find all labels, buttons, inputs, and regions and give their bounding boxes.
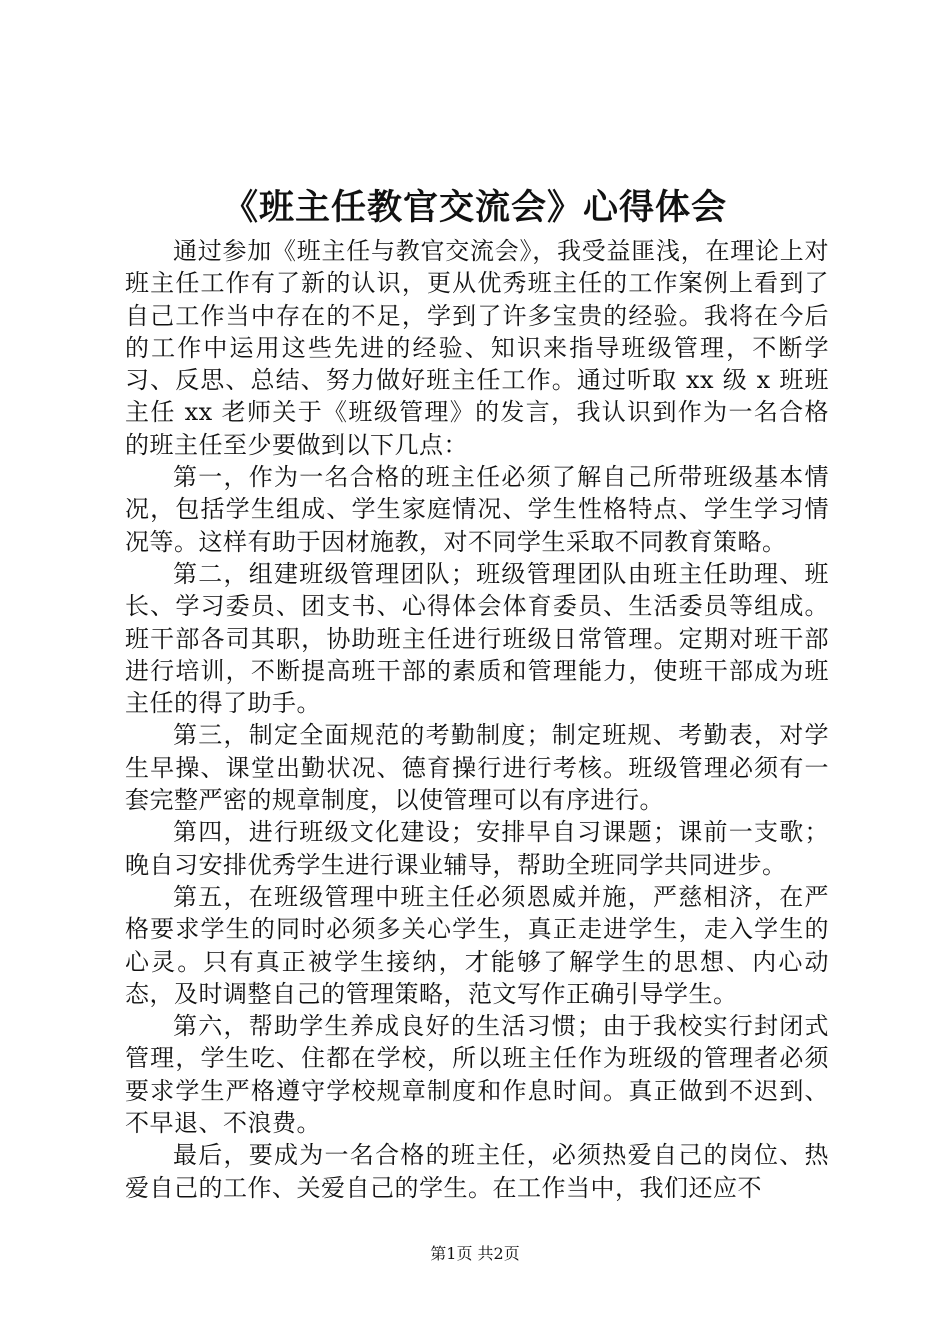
- paragraph-point-2: 第二，组建班级管理团队；班级管理团队由班主任助理、班长、学习委员、团支书、心得体会体育委员、生活委员等组成。班干部各司其职，协助班主任进行班级日常管理。定期对班干部进行培训，不断提高班干部的素质和管理能力，使班干部成为班主任的得了助手。: [125, 559, 829, 718]
- page-footer: 第1页 共2页: [430, 1244, 520, 1263]
- page-title: 《班主任教官交流会》心得体会: [222, 187, 727, 228]
- paragraph-point-4: 第四，进行班级文化建设；安排早自习课题；课前一支歌；晚自习安排优秀学生进行课业辅导，帮助全班同学共同进步。: [125, 818, 829, 879]
- paragraph-intro: 通过参加《班主任与教官交流会》，我受益匪浅，在理论上对班主任工作有了新的认识，更从优秀班主任的工作案例上看到了自己工作当中存在的不足，学到了许多宝贵的经验。我将在今后的工作中运用这些先进的经验、知识来指导班级管理，不断学习、反思、总结、努力做好班主任工作。通过听取 xx 级 x 班班主任 xx 老师关于《班级管理》的发言，我认识到作为一名合格的班主任至少要做到以下几点：: [125, 237, 829, 459]
- paragraph-point-6: 第六，帮助学生养成良好的生活习惯；由于我校实行封闭式管理，学生吃、住都在学校，所以班主任作为班级的管理者必须要求学生严格遵守学校规章制度和作息时间。真正做到不迟到、不早退、不浪费。: [125, 1012, 829, 1138]
- paragraph-point-5: 第五，在班级管理中班主任必须恩威并施，严慈相济，在严格要求学生的同时必须多关心学生，真正走进学生，走入学生的心灵。只有真正被学生接纳，才能够了解学生的思想、内心动态，及时调整自己的管理策略，范文写作正确引导学生。: [125, 882, 829, 1008]
- paragraph-conclusion: 最后，要成为一名合格的班主任，必须热爱自己的岗位、热爱自己的工作、关爱自己的学生。在工作当中，我们还应不: [125, 1141, 829, 1202]
- paragraph-point-1: 第一，作为一名合格的班主任必须了解自己所带班级基本情况，包括学生组成、学生家庭情况、学生性格特点、学生学习情况等。这样有助于因材施教，对不同学生采取不同教育策略。: [125, 463, 829, 556]
- document-body: [125, 235, 829, 1204]
- paragraph-point-3: 第三，制定全面规范的考勤制度；制定班规、考勤表，对学生早操、课堂出勤状况、德育操行进行考核。班级管理必须有一套完整严密的规章制度，以使管理可以有序进行。: [125, 721, 829, 815]
